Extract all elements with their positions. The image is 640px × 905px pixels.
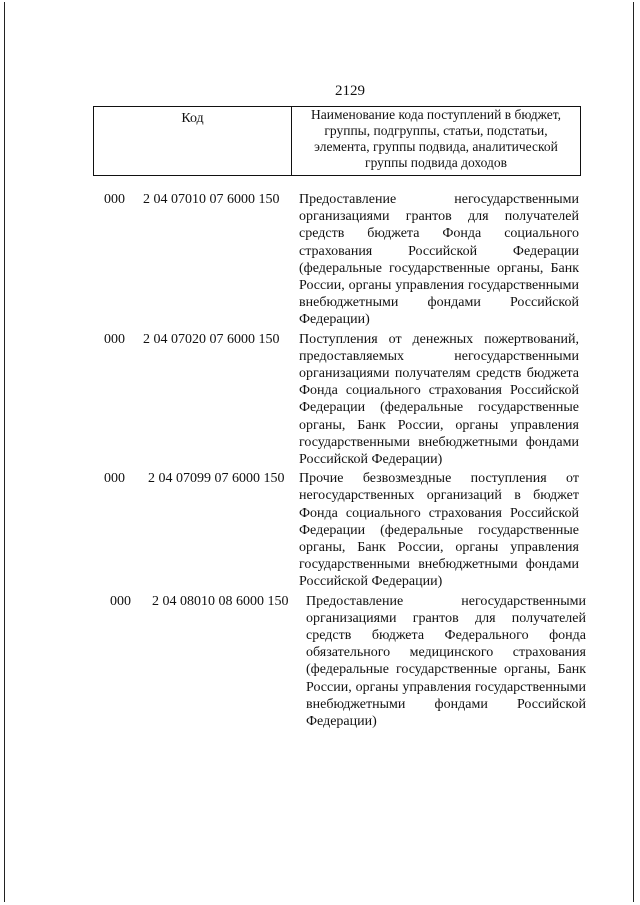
row-prefix: 000 — [104, 331, 125, 347]
row-description: Предоставление негосударственными организациями грантов для получателей средств бюджета Федерального фонда обязательного медицинского страхования (федеральные государственные органы, Банк России, органы управления государственными внебюджетными фондами Российской Федерации) — [306, 593, 586, 730]
row-prefix: 000 — [104, 471, 125, 487]
table-row — [0, 593, 640, 731]
header-name-label: Наименование кода поступлений в бюджет, группы, подгруппы, статьи, подстатьи, элемента, группы подвида, аналитической группы подвида доходов — [310, 107, 561, 170]
table-row — [0, 470, 640, 590]
row-description: Поступления от денежных пожертвований, предоставляемых негосударственными организациями получателям средств бюджета Фонда социального страхования Российской Федерации (федеральные государственные органы, Банк России, органы управления государственными внебюджетными фондами Российской Федерации) — [299, 331, 579, 468]
row-code: 2 04 07099 07 6000 150 — [148, 471, 285, 487]
code-table-body — [0, 191, 640, 730]
row-code: 2 04 08010 08 6000 150 — [152, 593, 289, 609]
row-code: 2 04 07020 07 6000 150 — [143, 331, 280, 347]
row-code: 2 04 07010 07 6000 150 — [143, 192, 280, 207]
row-prefix: 000 — [110, 593, 131, 609]
row-prefix: 000 — [104, 192, 125, 207]
header-table — [93, 106, 581, 176]
row-description: Предоставление негосударственными организациями грантов для получателей средств бюджета Фонда социального страхования Российской Федерации (федеральные государственные органы, Банк России, органы управления государственными внебюджетными фондами Российской Федерации) — [299, 192, 579, 328]
header-code-label: Код — [94, 107, 292, 175]
page-number: 2129 — [335, 83, 365, 99]
table-row — [0, 331, 640, 469]
table-row — [0, 191, 640, 329]
row-description: Прочие безвозмездные поступления от негосударственных организаций в бюджет Фонда социального страхования Российской Федерации (федеральные государственные органы, Банк России, органы управления государственными внебюджетными фондами Российской Федерации) — [299, 471, 579, 590]
